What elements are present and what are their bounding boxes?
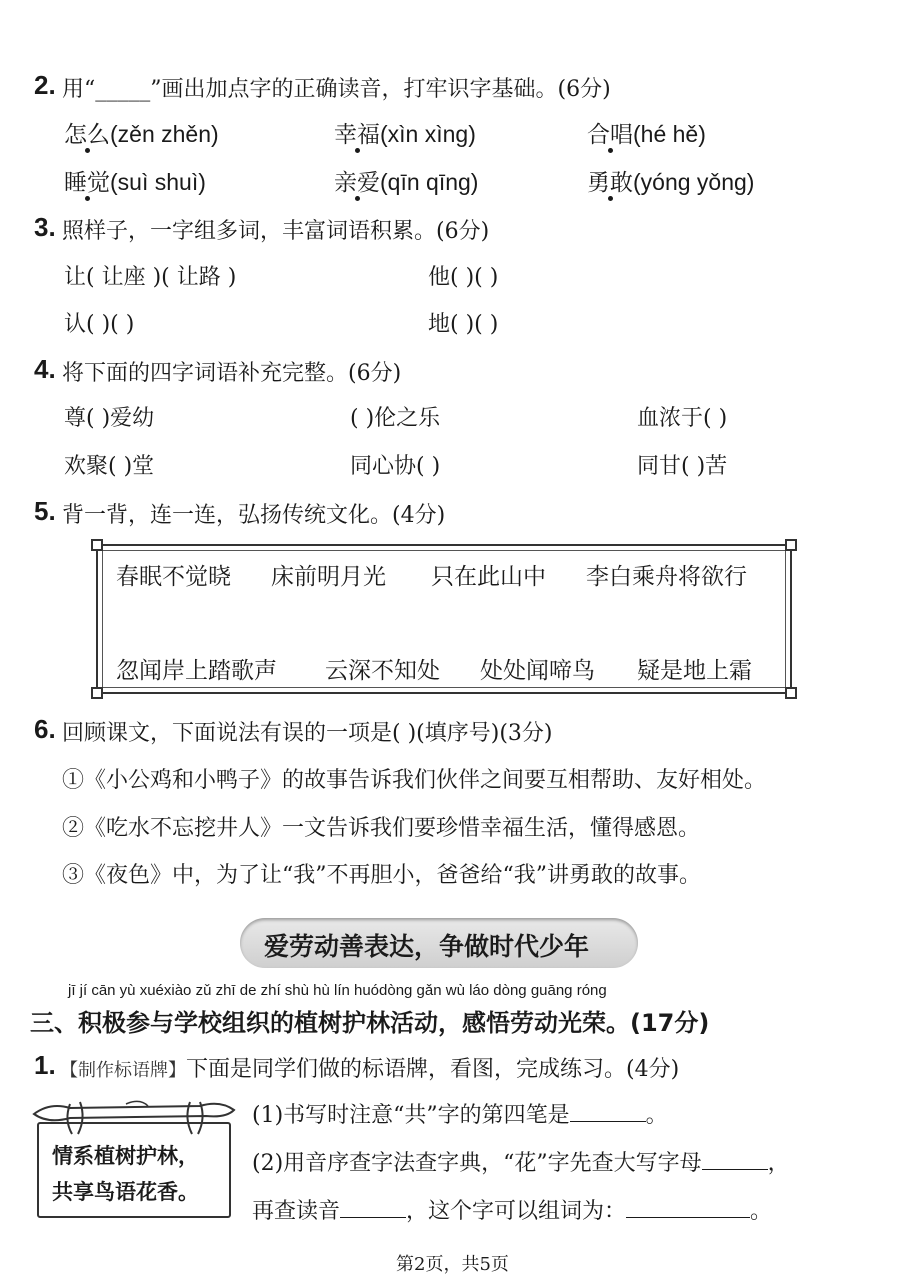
q4-item-1[interactable]: 尊( )爱幼 [64,406,155,431]
q4-item-2[interactable]: ( )伦之乐 [350,406,441,431]
q2-item-4 [64,164,206,197]
section3-title: 三、积极参与学校组织的植树护林活动，感悟劳动光荣。(17分) [30,1009,710,1037]
q2-item-5 [334,164,478,197]
q4-item-5[interactable]: 同心协( ) [350,454,441,479]
sign-line-2: 共享鸟语花香。 [52,1180,199,1204]
frame-corner [785,539,797,551]
q1-sub1-text: (1)书写时注意“共”字的第四笔是 [252,1103,570,1128]
q2-word-3: 合唱 [587,121,633,147]
poem-bottom-4[interactable]: 疑是地上霜 [637,658,752,684]
q2-word-4: 睡觉 [64,169,110,195]
q6-instruction: 回顾课文，下面说法有误的一项是( )(填序号)(3分) [62,721,553,746]
section3-pinyin: jī jí cān yù xuéxiào zǔ zhī de zhí shù hù lín huódòng gǎn wù láo dònɡ ɡuānɡ rónɡ [68,982,607,999]
q1-sub1 [252,1098,668,1129]
q1-sub2 [252,1146,790,1177]
poem-top-4[interactable]: 李白乘舟将欲行 [586,564,747,590]
poem-bottom-3[interactable]: 处处闻啼鸟 [480,658,595,684]
q1-sub3 [252,1194,772,1225]
poem-bottom-1[interactable]: 忽闻岸上踏歌声 [116,658,277,684]
q2-options-3: (hé hě) [633,121,706,147]
poem-bottom-2[interactable]: 云深不知处 [325,658,440,684]
q3-row-3[interactable]: 认( )( ) [64,312,135,337]
frame-corner [91,687,103,699]
q1-sub2-text: (2)用音序查字法查字典，“花”字先查大写字母 [252,1151,702,1176]
q2-options-4: (suì shuì) [110,169,206,195]
q2-item-2 [334,116,476,149]
q6-option-1: ①《小公鸡和小鸭子》的故事告诉我们伙伴之间要互相帮助、友好相处。 [62,768,767,793]
q2-item-3 [587,116,706,149]
q3-instruction: 照样子，一字组多词，丰富词语积累。(6分) [62,219,490,244]
q2-item-6 [587,164,754,197]
page-number: 第2页，共5页 [396,1254,509,1275]
q2-options-5: (qīn qīng) [380,169,479,195]
q4-instruction: 将下面的四字词语补充完整。(6分) [62,361,402,386]
q1-sub3-a: 再查读音 [252,1199,341,1224]
q2-instruction: 用“_____”画出加点字的正确读音，打牢识字基础。(6分) [62,77,611,102]
poem-top-2[interactable]: 床前明月光 [271,564,386,590]
q3-number: 3. [34,212,56,242]
q4-item-4[interactable]: 欢聚( )堂 [64,454,155,479]
q4-item-6[interactable]: 同甘( )苦 [637,454,728,479]
q2-word-6: 勇敢 [587,169,633,195]
q1-instruction: 下面是同学们做的标语牌，看图，完成练习。(4分) [186,1057,680,1082]
q1-sub3-end: 。 [750,1199,773,1224]
answer-blank-1[interactable] [570,1101,646,1122]
q3-row-4[interactable]: 地( )( ) [428,312,499,337]
q3-row-1: 让( 让座 )( 让路 ) [64,265,237,290]
q1-sub3-b: ，这个字可以组词为： [406,1199,627,1224]
q5-number: 5. [34,496,56,526]
q4-number: 4. [34,354,56,384]
answer-blank-3[interactable] [340,1197,406,1218]
q1-tag: 【制作标语牌】 [60,1060,186,1081]
q4-item-3[interactable]: 血浓于( ) [637,406,728,431]
q2-word-5: 亲爱 [334,169,380,195]
frame-corner [785,687,797,699]
q2-word-1: 怎么 [64,121,110,147]
answer-blank-4[interactable] [626,1197,750,1218]
q6-option-3: ③《夜色》中，为了让“我”不再胆小，爸爸给“我”讲勇敢的故事。 [62,863,701,888]
q1-header [60,1052,679,1083]
section-banner-text: 爱劳动善表达，争做时代少年 [264,932,590,961]
q2-number: 2. [34,70,56,100]
q6-option-2: ②《吃水不忘挖井人》一文告诉我们要珍惜幸福生活，懂得感恩。 [62,816,701,841]
q6-number: 6. [34,714,56,744]
q1-number: 1. [34,1050,56,1080]
q1-sub1-end: 。 [645,1103,668,1128]
q2-options-6: (yóng yǒng) [633,169,755,195]
q1-sub2-end: ， [767,1151,790,1176]
q2-word-2: 幸福 [334,121,380,147]
sign-line-1: 情系植树护林， [52,1144,199,1168]
frame-corner [91,539,103,551]
q2-options-1: (zěn zhěn) [110,121,219,147]
poem-top-1[interactable]: 春眠不觉晓 [116,564,231,590]
q2-item-1 [64,116,219,149]
q5-instruction: 背一背，连一连，弘扬传统文化。(4分) [62,503,446,528]
q3-row-2[interactable]: 他( )( ) [428,265,499,290]
q2-options-2: (xìn xìng) [380,121,476,147]
answer-blank-2[interactable] [702,1149,768,1170]
poem-top-3[interactable]: 只在此山中 [431,564,546,590]
